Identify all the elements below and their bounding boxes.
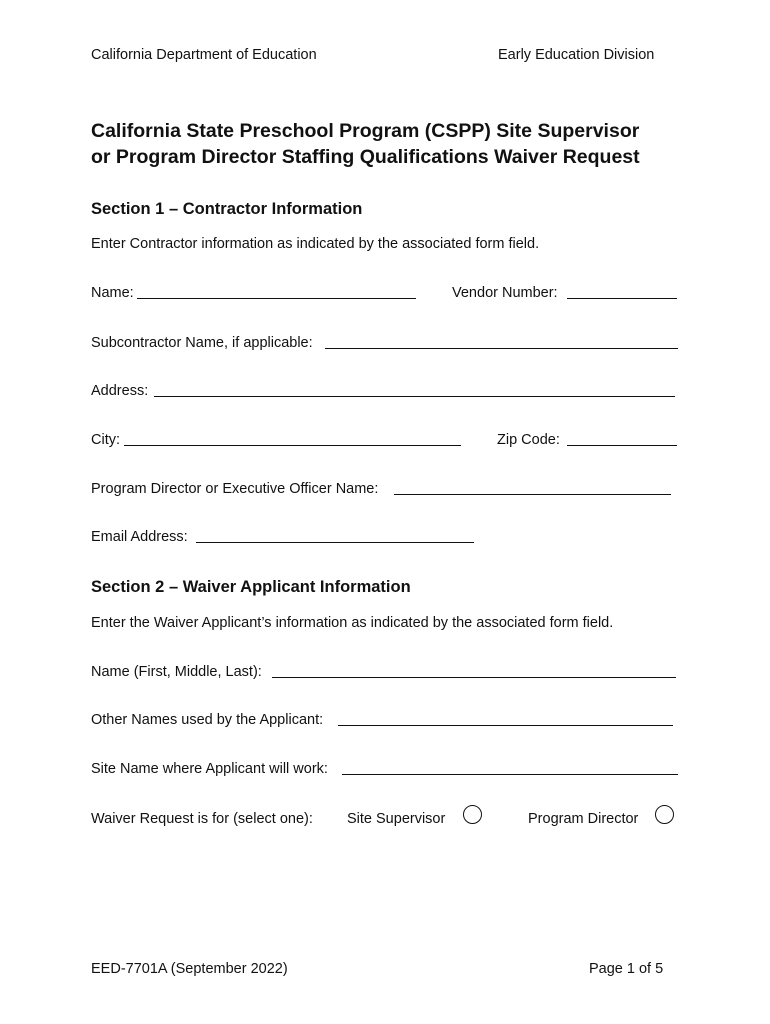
program-director-label: Program Director or Executive Officer Name:	[91, 481, 379, 497]
program-director-radio[interactable]	[655, 805, 674, 824]
subcontractor-name-label: Subcontractor Name, if applicable:	[91, 335, 313, 351]
subcontractor-name-field[interactable]	[325, 348, 678, 349]
other-names-field[interactable]	[338, 725, 673, 726]
address-field[interactable]	[154, 396, 675, 397]
site-supervisor-option-label: Site Supervisor	[347, 811, 446, 827]
zip-code-label: Zip Code:	[497, 432, 560, 448]
site-supervisor-radio[interactable]	[463, 805, 482, 824]
vendor-number-field[interactable]	[567, 298, 677, 299]
city-field[interactable]	[124, 445, 461, 446]
section-1-heading: Section 1 – Contractor Information	[91, 200, 363, 218]
name-label: Name:	[91, 285, 134, 301]
zip-code-field[interactable]	[567, 445, 677, 446]
section-2-heading: Section 2 – Waiver Applicant Information	[91, 578, 411, 596]
applicant-name-field[interactable]	[272, 677, 676, 678]
section-2-instructions: Enter the Waiver Applicant’s information as indicated by the associated form field.	[91, 615, 614, 631]
other-names-label: Other Names used by the Applicant:	[91, 712, 324, 728]
name-field[interactable]	[137, 298, 416, 299]
program-director-option-label: Program Director	[528, 811, 639, 827]
site-name-label: Site Name where Applicant will work:	[91, 761, 328, 777]
header-division: Early Education Division	[498, 47, 655, 63]
city-label: City:	[91, 432, 120, 448]
vendor-number-label: Vendor Number:	[452, 285, 558, 301]
waiver-request-label: Waiver Request is for (select one):	[91, 811, 313, 827]
title-line-2: or Program Director Staffing Qualifications Waiver Request	[91, 146, 640, 168]
form-id: EED-7701A (September 2022)	[91, 961, 288, 977]
applicant-name-label: Name (First, Middle, Last):	[91, 664, 262, 680]
address-label: Address:	[91, 383, 149, 399]
page-title	[91, 118, 640, 170]
header-department: California Department of Education	[91, 47, 317, 63]
site-name-field[interactable]	[342, 774, 678, 775]
email-address-label: Email Address:	[91, 529, 188, 545]
title-line-1: California State Preschool Program (CSPP) Site Supervisor	[91, 120, 640, 142]
section-1-instructions: Enter Contractor information as indicated by the associated form field.	[91, 236, 540, 252]
program-director-field[interactable]	[394, 494, 671, 495]
email-address-field[interactable]	[196, 542, 474, 543]
page-number: Page 1 of 5	[589, 961, 664, 977]
